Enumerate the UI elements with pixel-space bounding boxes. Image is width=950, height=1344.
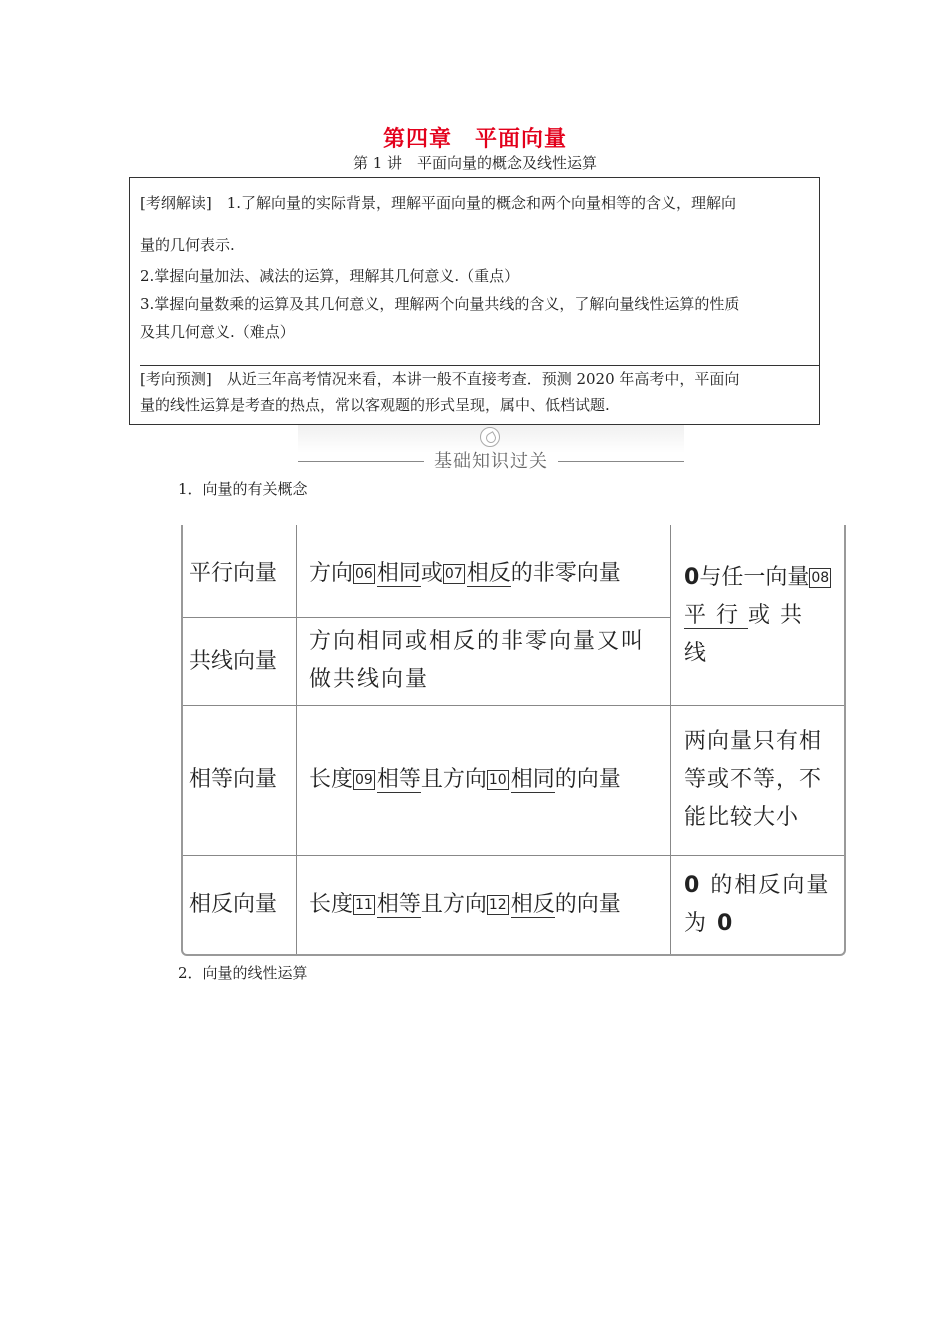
table-col-divider — [670, 525, 671, 954]
table-row — [189, 886, 277, 924]
table-row-divider — [183, 617, 670, 618]
answer-text: 相反 — [466, 561, 511, 586]
forecast-line: 量的线性运算是考查的热点，常以客观题的形式呈现，属中、低档试题. — [140, 396, 610, 414]
definition-text: 且方向 — [420, 892, 487, 917]
definition-text: 方向相同或相反的非零向量又叫做共线向量 — [309, 629, 646, 692]
table-row — [309, 886, 621, 924]
term-name: 相等向量 — [189, 767, 278, 792]
answer-text: 相等 — [376, 892, 421, 917]
chapter-title: 第四章 平面向量 — [382, 127, 567, 152]
definition-text: 且方向 — [420, 767, 487, 792]
blank-number: 07 — [444, 566, 463, 582]
definition-text: 或 — [420, 561, 443, 586]
answer-text: 平行 — [684, 603, 749, 628]
definition-text: 长度 — [309, 767, 354, 792]
blank-number: 06 — [355, 566, 373, 582]
table-row-divider — [183, 855, 844, 856]
outline-line: [考纲解读] 1.了解向量的实际背景，理解平面向量的概念和两个向量相等的含义，理解向 — [140, 194, 737, 212]
outline-box — [129, 177, 820, 425]
zero-vector: 0 — [684, 565, 700, 590]
answer-text: 相同 — [376, 561, 421, 586]
definition-text: 的非零向量 — [510, 561, 621, 586]
blank-number: 09 — [355, 772, 373, 788]
outline-line: 3.掌握向量数乘的运算及其几何意义，理解两个向量共线的含义，了解向量线性运算的性质 — [140, 295, 740, 313]
table-row-divider — [183, 705, 844, 706]
answer-text: 相反 — [510, 892, 555, 917]
section-banner — [298, 425, 684, 470]
answer-text: 相同 — [510, 767, 555, 792]
note-cell — [684, 867, 834, 943]
outline-line: 2.掌握向量加法、减法的运算，理解其几何意义.（重点） — [140, 267, 520, 285]
section-title: 基础知识过关 — [434, 451, 548, 472]
note-text: 与任一向量 — [699, 565, 810, 590]
table-col-divider — [296, 525, 297, 954]
zero-vector: 0 — [684, 873, 702, 898]
table-row — [189, 555, 277, 593]
table-row — [189, 761, 277, 799]
leaf-icon — [480, 427, 500, 447]
table-row — [309, 761, 621, 799]
definition-text: 的向量 — [554, 767, 621, 792]
note-text: 的相反向量为 — [684, 873, 831, 936]
outline-line: 量的几何表示. — [140, 236, 235, 254]
blank-number: 12 — [488, 897, 507, 913]
outline-line: 及其几何意义.（难点） — [140, 323, 295, 341]
table-row — [189, 643, 277, 681]
heading-linear-ops: 2．向量的线性运算 — [178, 964, 308, 982]
note-cell: 两向量只有相等或不等，不能比较大小 — [684, 729, 823, 830]
term-name: 相反向量 — [189, 892, 278, 917]
blank-number: 10 — [488, 772, 507, 788]
definition-text: 方向 — [309, 561, 354, 586]
outline-divider — [140, 365, 819, 366]
blank-number: 08 — [811, 570, 830, 586]
note-text: 或共线 — [684, 603, 813, 666]
term-name: 平行向量 — [189, 561, 278, 586]
term-name: 共线向量 — [189, 649, 278, 674]
answer-text: 相等 — [376, 767, 421, 792]
definition-text: 的向量 — [554, 892, 621, 917]
table-row — [309, 555, 621, 593]
concept-table — [181, 525, 846, 956]
heading-concepts: 1．向量的有关概念 — [178, 480, 308, 498]
definition-text: 长度 — [309, 892, 354, 917]
zero-vector: 0 — [717, 911, 735, 936]
forecast-line: [考向预测] 从近三年高考情况来看，本讲一般不直接考查．预测 2020 年高考中，平面向 — [140, 370, 740, 388]
lesson-title: 第 1 讲 平面向量的概念及线性运算 — [352, 154, 598, 172]
table-top-edge — [181, 525, 846, 531]
note-cell — [684, 559, 834, 673]
blank-number: 11 — [355, 897, 373, 913]
